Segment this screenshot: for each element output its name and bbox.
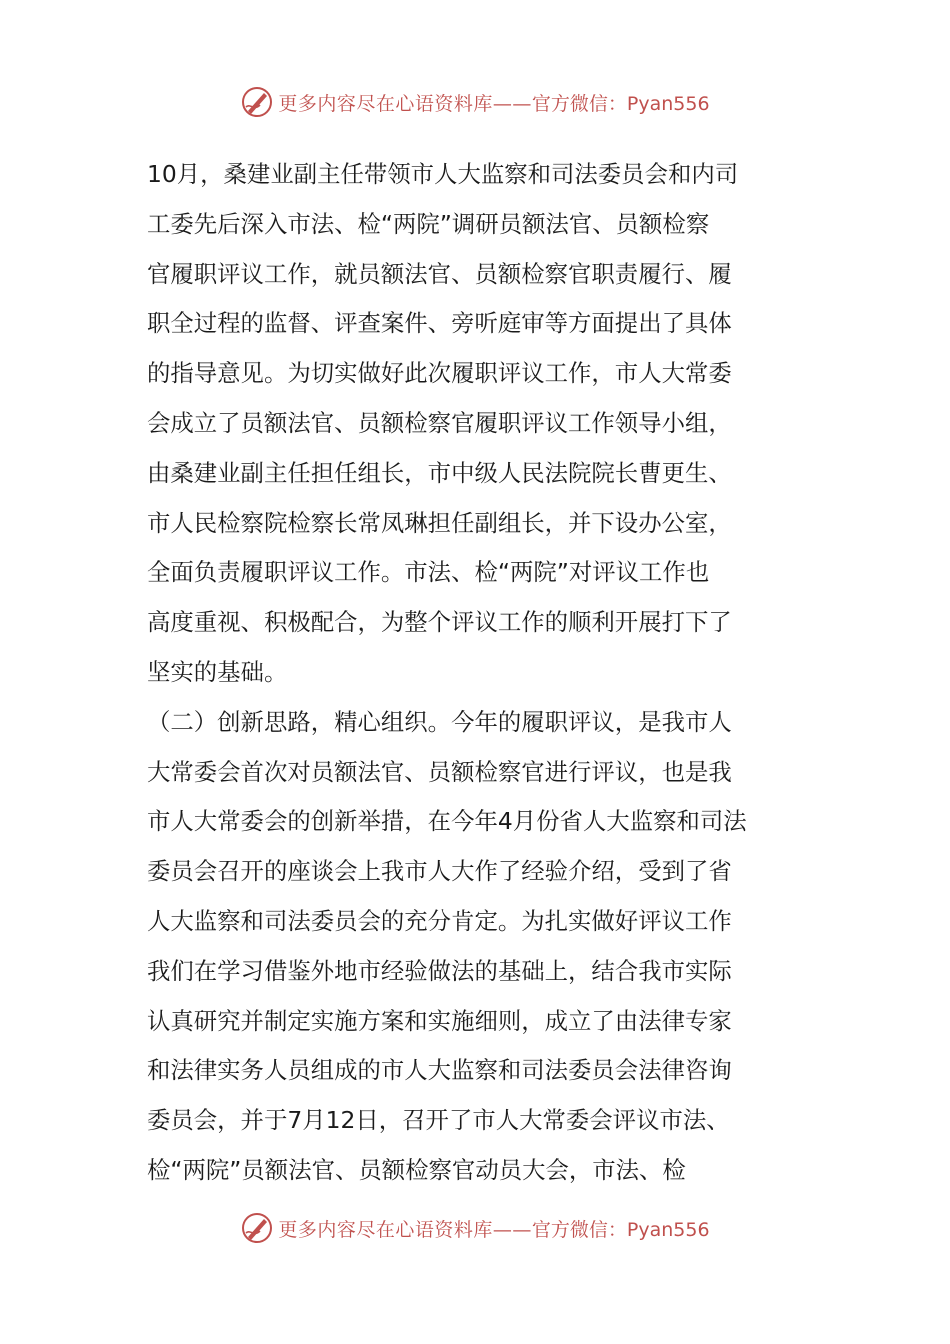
text-line: 委员会召开的座谈会上我市人大作了经验介绍，受到了省 [147,857,732,886]
text-line: 人大监察和司法委员会的充分肯定。为扎实做好评议工作 [147,906,732,935]
footer-wechat-text: 官方微信：Pyan556 [531,1218,710,1241]
header-watermark [0,82,950,122]
text-line: 坚实的基础。 [147,657,288,686]
text-line: 10月，桑建业副主任带领市人大监察和司法委员会和内司 [147,160,739,188]
header-wechat-text: 官方微信：Pyan556 [531,92,710,115]
text-line: 高度重视、积极配合，为整个评议工作的顺利开展打下了 [147,608,732,637]
document-body [147,150,807,1196]
text-line: （二）创新思路，精心组织。今年的履职评议，是我市人 [147,707,732,736]
text-line: 市人大常委会的创新举措，在今年4月份省人大监察和司法 [147,807,747,836]
pen-signature-icon [240,1211,274,1245]
text-line: 官履职评议工作，就员额法官、员额检察官职责履行、履 [147,259,732,288]
text-line: 检“两院”员额法官、员额检察官动员大会，市法、检 [147,1155,686,1184]
text-line: 认真研究并制定实施方案和实施细则，成立了由法律专家 [147,1006,732,1035]
text-line: 和法律实务人员组成的市人大监察和司法委员会法律咨询 [147,1056,732,1085]
header-brand-text: 更多内容尽在心语资料库—— [278,92,532,115]
text-line: 我们在学习借鉴外地市经验做法的基础上，结合我市实际 [147,956,732,985]
text-line: 工委先后深入市法、检“两院”调研员额法官、员额检察 [147,209,710,238]
pen-signature-icon [240,85,274,119]
text-line: 由桑建业副主任担任组长，市中级人民法院院长曹更生、 [147,458,732,487]
footer-watermark [0,1208,950,1248]
text-line: 委员会，并于7月12日，召开了市人大常委会评议市法、 [147,1106,730,1135]
text-line: 全面负责履职评议工作。市法、检“两院”对评议工作也 [147,558,710,587]
text-line: 会成立了员额法官、员额检察官履职评议工作领导小组， [147,408,732,437]
text-line: 职全过程的监督、评查案件、旁听庭审等方面提出了具体 [147,309,732,338]
text-line: 市人民检察院检察长常凤琳担任副组长，并下设办公室， [147,508,732,537]
text-line: 大常委会首次对员额法官、员额检察官进行评议，也是我 [147,757,732,786]
text-line: 的指导意见。为切实做好此次履职评议工作，市人大常委 [147,359,732,388]
footer-brand-text: 更多内容尽在心语资料库—— [278,1218,532,1241]
